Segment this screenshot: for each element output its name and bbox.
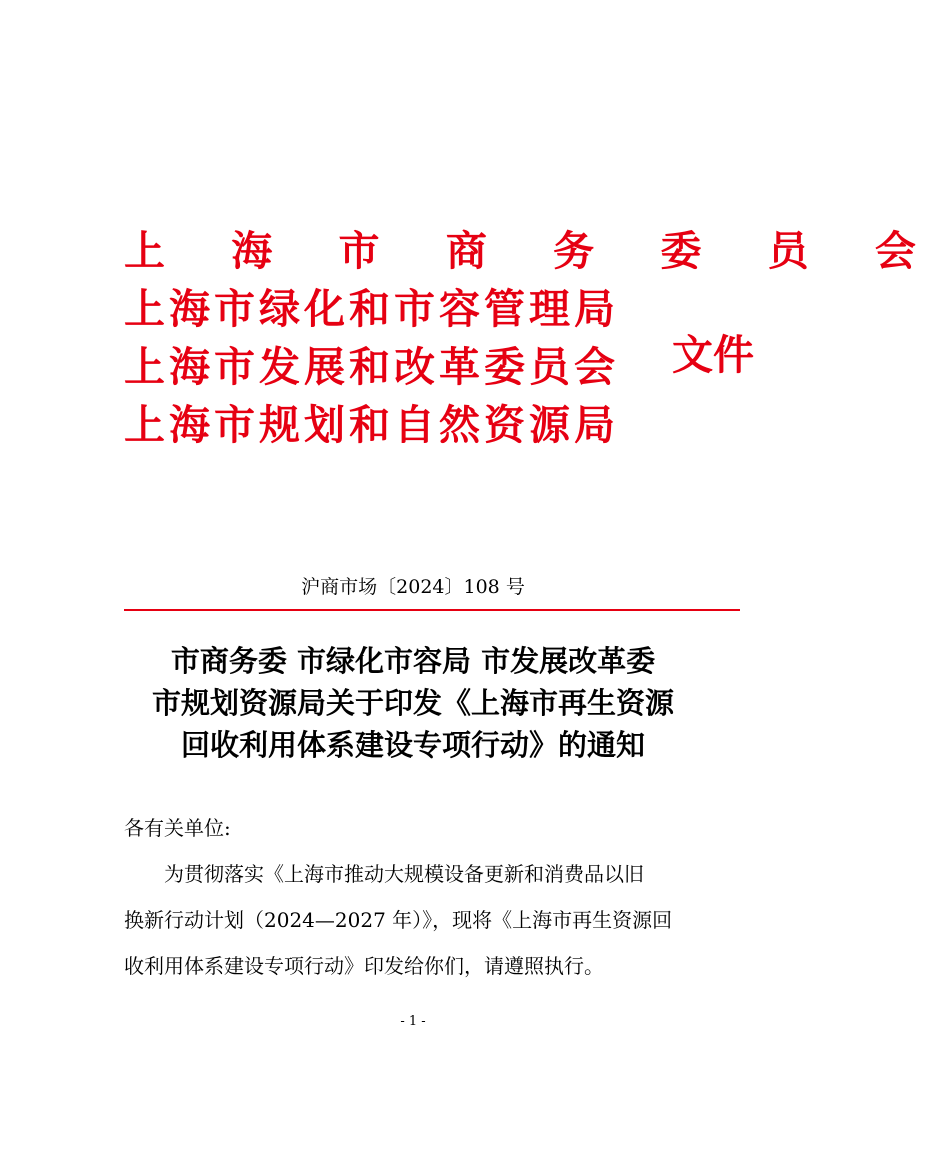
issuer-shanghai-greening-city-appearance-bureau: 上海市绿化和市容管理局 [124, 285, 619, 333]
document-body [124, 805, 724, 989]
body-paragraph-line-3: 收利用体系建设专项行动》印发给你们，请遵照执行。 [124, 954, 604, 978]
document-suffix: 文件 [672, 331, 754, 379]
salutation: 各有关单位: [124, 816, 231, 840]
title-line-1: 市商务委 市绿化市容局 市发展改革委 [170, 644, 656, 678]
body-paragraph-line-1: 为贯彻落实《上海市推动大规模设备更新和消费品以旧 [164, 862, 644, 886]
issuer-shanghai-planning-natural-resources-bureau: 上海市规划和自然资源局 [124, 401, 619, 449]
title-line-2: 市规划资源局关于印发《上海市再生资源 [151, 686, 674, 720]
page-number: - 1 - [400, 1014, 426, 1029]
issuer-shanghai-commerce-commission: 上 海 市 商 务 委 员 会 [124, 227, 942, 275]
title-line-3: 回收利用体系建设专项行动》的通知 [180, 728, 645, 762]
body-paragraph-line-2: 换新行动计划（2024—2027 年）》，现将《上海市再生资源回 [124, 908, 673, 932]
document-title [100, 640, 726, 766]
document-number: 沪商市场〔2024〕108 号 [301, 576, 525, 598]
red-divider-line [124, 609, 740, 611]
issuer-shanghai-development-reform-commission: 上海市发展和改革委员会 [124, 343, 619, 391]
